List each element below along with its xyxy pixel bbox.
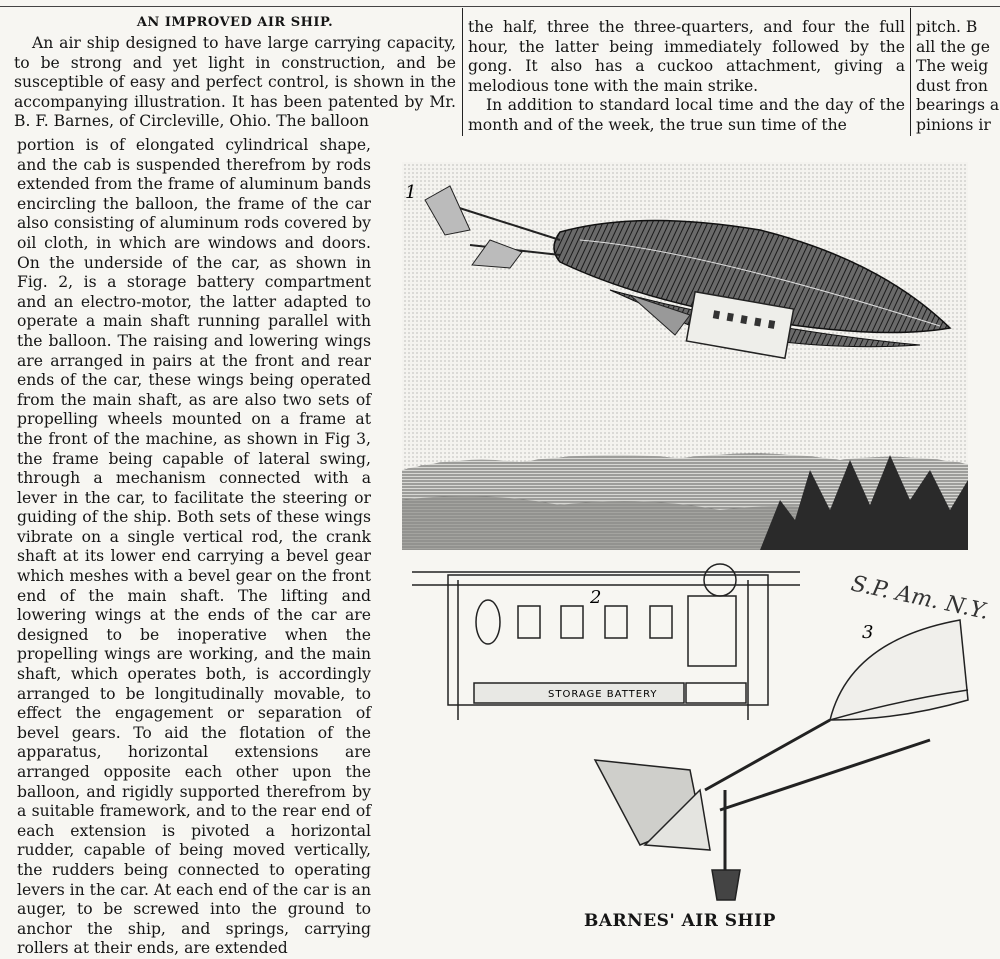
figure-caption: BARNES' AIR SHIP <box>584 911 776 931</box>
fig1-label: 1 <box>405 182 417 203</box>
fig2-label: 2 <box>590 587 602 608</box>
col3-line: pitch. B <box>916 18 978 36</box>
article-headline: AN IMPROVED AIR SHIP. <box>136 15 334 30</box>
clock-paragraph-1: the half, three the three-quarters, and four the full hour, the latter being immediately followed by the gong. It also has a cuckoo attachment, giving a melodious tone with the main strike. <box>468 18 905 95</box>
col3-line: pinions ir <box>916 115 991 134</box>
engraver-signature: S.P. Am. N.Y. <box>848 571 991 625</box>
article-body-paragraph: portion is of elongated cylindrical shape, and the cab is suspended therefrom by rods extended from the frame of aluminum bands encircling the balloon, the frame of the car also consisting of aluminum rods covered by oil cloth, in which are windows and doors. On the underside of the car, as shown in Fig. 2, is a storage battery compartment and an electro-motor, the latter adapted to operate a main shaft running parallel with the balloon. The raising and lowering wings are arranged in pairs at the front and rear ends of the car, these wings being operated from the main shaft, as are also two sets of propelling wheels mounted on a frame at the front of the machine, as shown in Fig 3, the frame being capable of lateral swing, through a mechanism connected with a lever in the car, to facilitate the steering or guiding of the ship. Both sets of these wings vibrate on a single vertical rod, the crank shaft at its lower end carrying a bevel gear which meshes with a bevel gear on the front end of the main shaft. The lifting and lowering wings at the ends of the car are designed to be inoperative when the propelling wings are working, and the main shaft, which operates both, is accordingly arranged to be longitudinally movable, to effect the engagement or separation of bevel gears. To aid the flotation of the apparatus, horizontal extensions are arranged opposite each other upon the balloon, and rigidly supported therefrom by a suitable framework, and to the rear end of each extension is pivoted a horizontal rudder, capable of being moved vertically, the rudders being connected to operating levers in the car. At each end of the car is an auger, to be screwed into the ground to anchor the ship, and springs, carrying rollers at their ends, are extended <box>17 136 371 958</box>
fig1-scene <box>402 162 968 550</box>
fig3-propeller-detail <box>595 620 968 900</box>
col3-line: bearings a <box>916 96 1000 115</box>
clock-paragraph-2: In addition to standard local time and the day of the month and of the week, the true sun time of the <box>468 96 905 134</box>
column-rule-2 <box>910 8 911 136</box>
article-column-1-top <box>14 14 456 132</box>
top-rule <box>0 6 1000 7</box>
airship-illustration <box>380 140 1000 920</box>
column-rule-1 <box>462 8 463 136</box>
article-column-3 <box>916 18 1000 136</box>
col3-line: dust fron <box>916 76 988 95</box>
fig3-label: 3 <box>862 622 874 643</box>
article-intro-paragraph: An air ship designed to have large carrying capacity, to be strong and yet light in construction, and be susceptible of easy and perfect control, is shown in the accompanying illustration. It has been patented by Mr. B. F. Barnes, of Circleville, Ohio. The balloon <box>14 34 456 131</box>
storage-battery-label: STORAGE BATTERY <box>548 689 658 700</box>
article-column-2 <box>468 18 905 136</box>
col3-line: all the ge <box>916 37 990 56</box>
col3-line: The weig <box>916 57 989 76</box>
article-column-1-body <box>17 136 371 959</box>
